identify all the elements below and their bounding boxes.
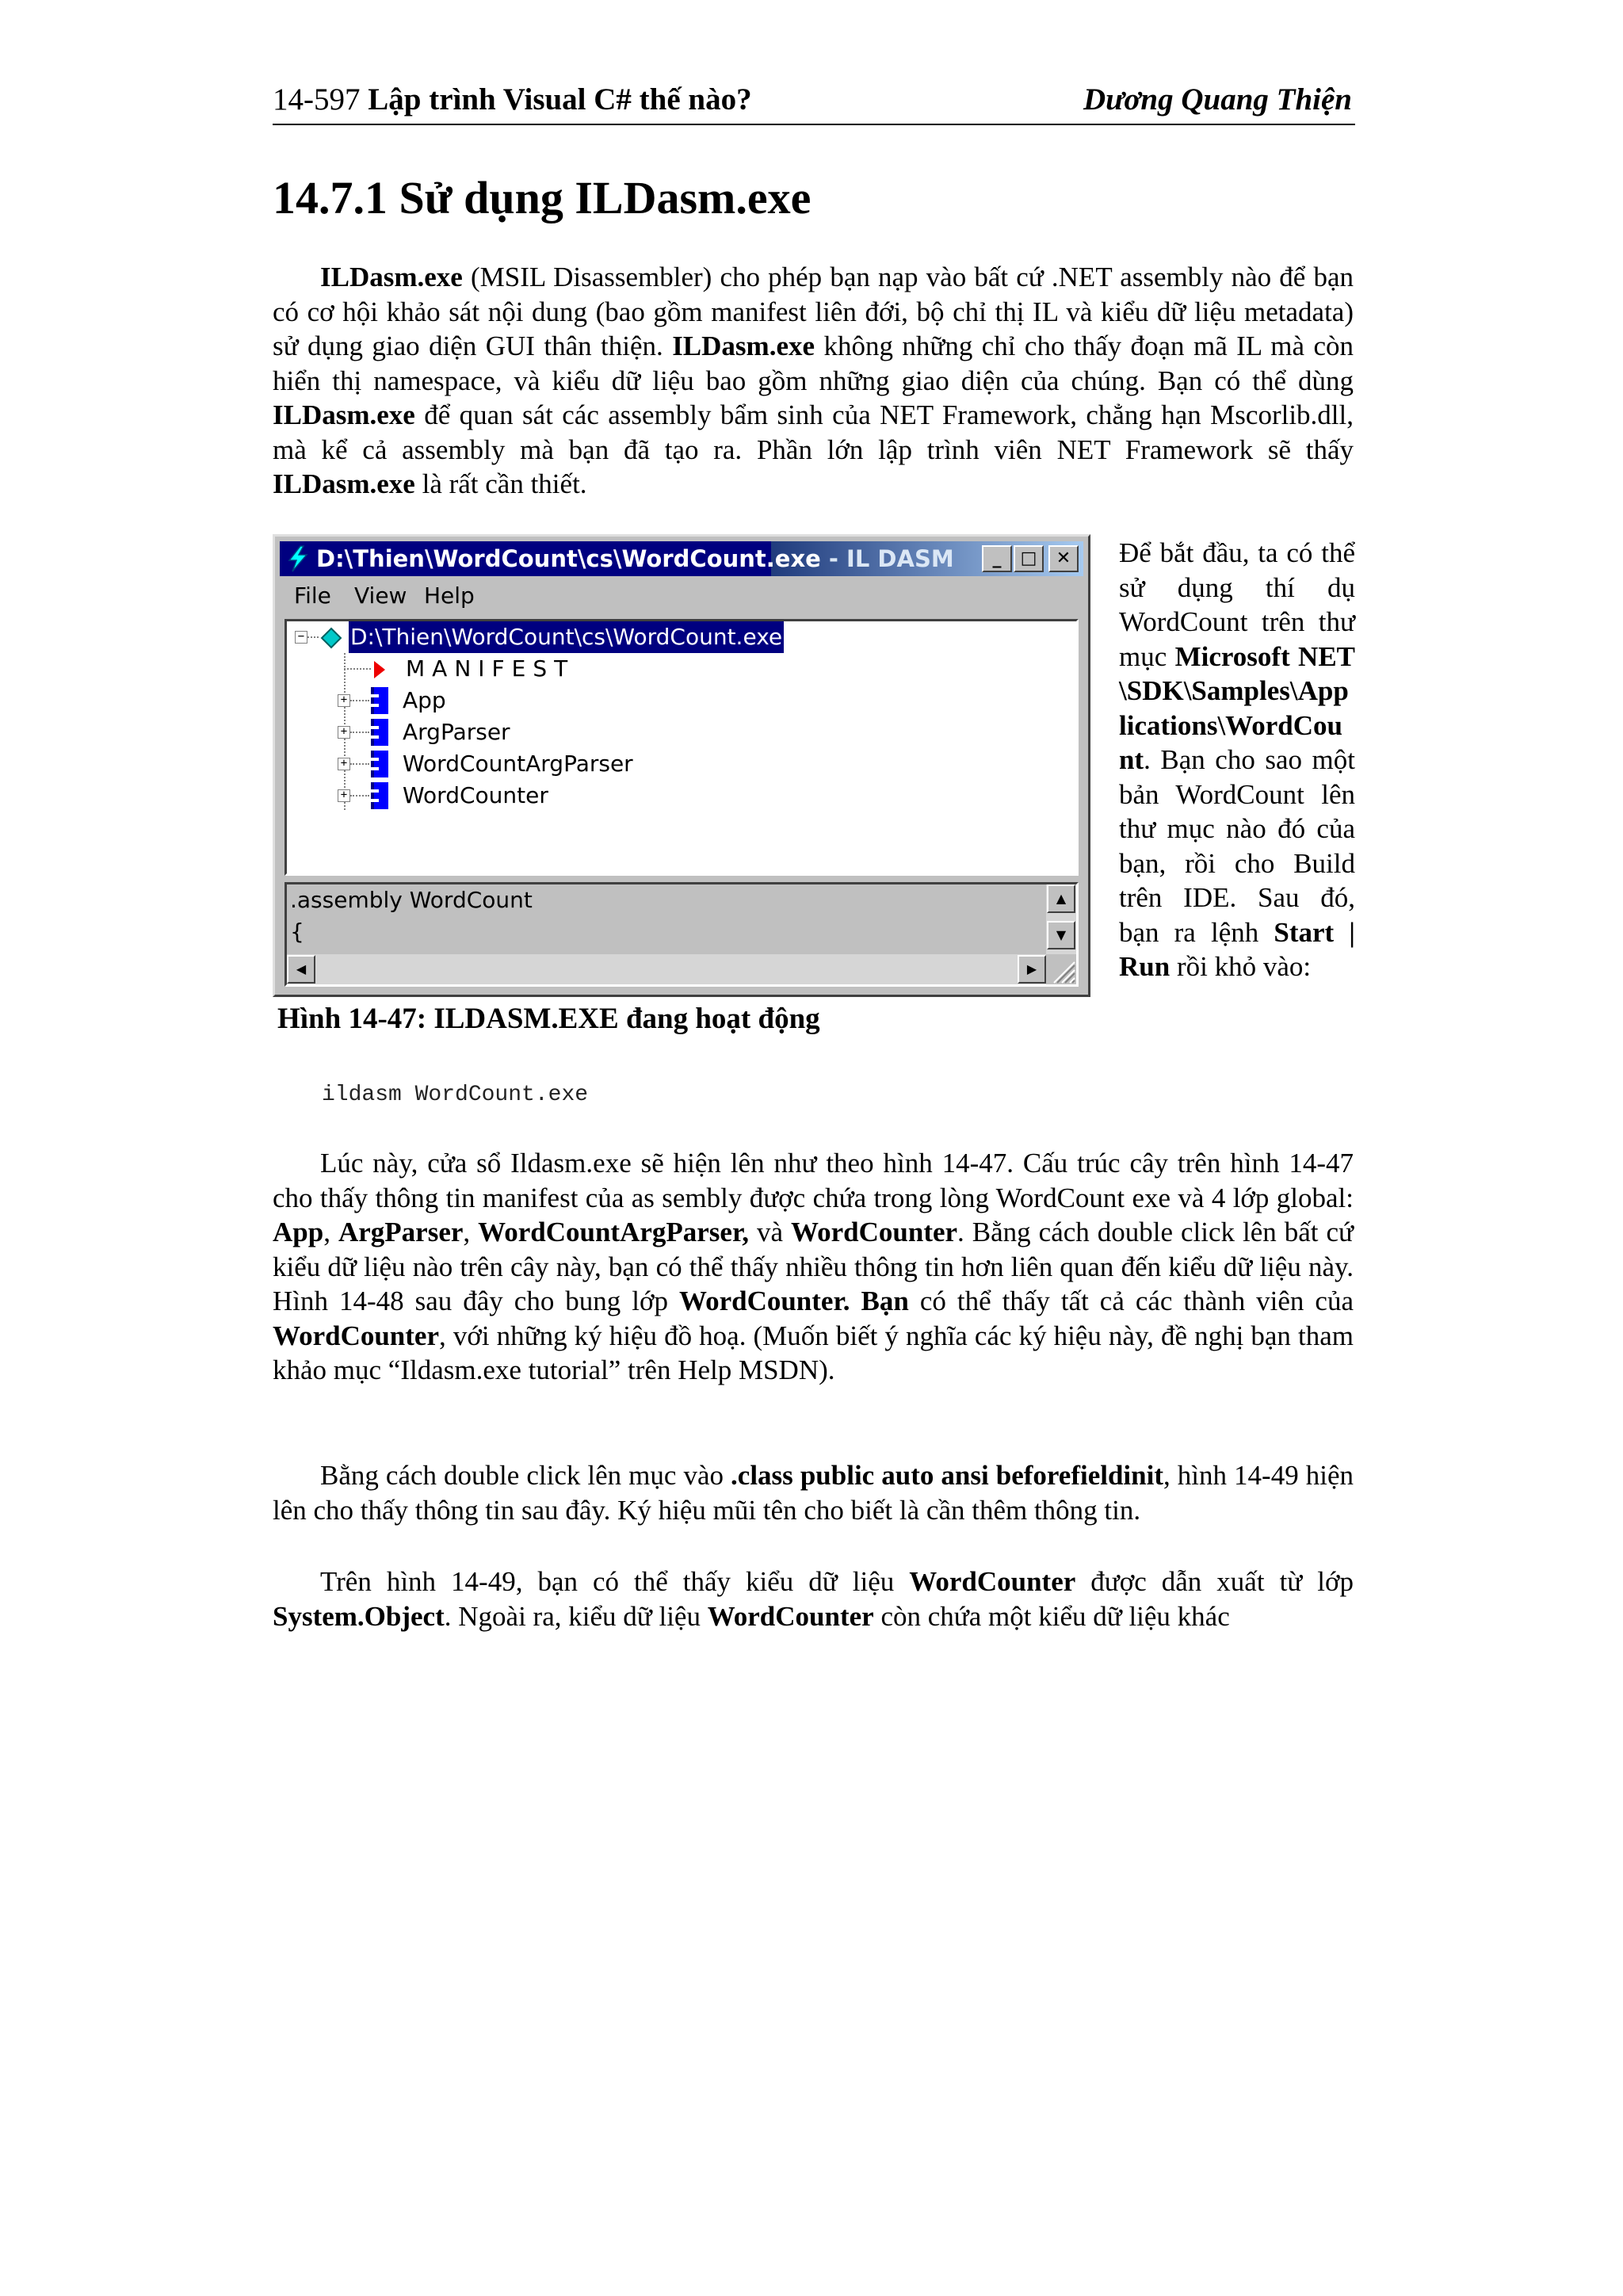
expand-icon[interactable]: +	[338, 789, 350, 802]
scroll-left-icon[interactable]: ◀	[287, 955, 315, 984]
bold-term: .class public auto ansi beforefieldinit	[731, 1460, 1164, 1491]
expand-icon[interactable]: +	[338, 726, 350, 739]
text-run: , hình 14-49 hiện lên cho thấy thông tin sau đây. Ký hiệu mũi tên cho biết là cần thêm thông tin.	[273, 1460, 1354, 1526]
text-run: . Ngoài ra, kiểu dữ liệu	[444, 1600, 708, 1632]
menu-view[interactable]: View	[354, 583, 407, 609]
text-run: Trên hình 14-49, bạn có thể thấy kiểu dữ liệu	[320, 1566, 910, 1597]
window-title	[316, 541, 954, 576]
window-title-path: D:\Thien\WordCount\cs\WordCount.exe	[316, 545, 821, 572]
class-icon	[371, 687, 388, 714]
tree-connector	[307, 636, 319, 638]
page-header	[273, 76, 1355, 125]
tree-view[interactable]	[285, 619, 1079, 876]
horizontal-scrollbar[interactable]	[287, 954, 1046, 984]
bold-term: WordCounter	[707, 1600, 874, 1632]
resize-grip-icon[interactable]	[1046, 954, 1076, 984]
lightning-icon	[286, 545, 310, 572]
bold-term: ILDasm.exe	[672, 330, 815, 361]
text-run: Để bắt đầu, ta có thể sử dụng thí dụ WordCount trên thư mục	[1119, 537, 1355, 672]
bold-term: WordCountArgParser,	[478, 1217, 750, 1247]
class-icon	[371, 782, 388, 809]
tree-class-label: ArgParser	[403, 719, 510, 745]
menu-bar	[280, 578, 1083, 614]
paragraph-intro	[273, 260, 1354, 502]
tree-class-label: App	[403, 687, 446, 713]
ildasm-window-figure	[273, 534, 1090, 997]
tree-connector	[344, 668, 371, 670]
text-run: Bằng cách double click lên mục vào	[320, 1460, 731, 1491]
book-title: Lập trình Visual C# thế nào?	[368, 82, 752, 117]
expand-icon[interactable]: +	[338, 758, 350, 770]
text-run: rồi khỏ vào:	[1170, 951, 1312, 982]
tree-connector	[350, 700, 369, 701]
collapse-icon[interactable]: −	[295, 631, 307, 644]
maximize-button[interactable]: □	[1014, 545, 1044, 572]
bold-term: ILDasm.exe	[320, 262, 463, 292]
tree-class-label: WordCountArgParser	[403, 751, 633, 777]
code-line: {	[290, 919, 304, 945]
text-run: . Bằng cách double click lên bất cứ kiểu dữ liệu nào trên cây này, bạn có thể thấy nhiều thông tin hơn liên quan đến kiểu dữ liệu này. Hình 14-48 sau đây cho bung lớp	[273, 1217, 1354, 1316]
text-run: , với những ký hiệu đồ hoạ. (Muốn biết ý nghĩa các ký hiệu này, đề nghị bạn tham khảo mục “Ildasm.exe tutorial” trên Help MSDN).	[273, 1320, 1354, 1385]
menu-help[interactable]: Help	[424, 583, 475, 609]
bold-term: App	[273, 1217, 324, 1247]
menu-file[interactable]: File	[294, 583, 331, 609]
paragraph-double-click	[273, 1458, 1354, 1527]
bold-term: ILDasm.exe	[273, 399, 415, 430]
scroll-up-icon[interactable]: ▲	[1047, 884, 1075, 913]
text-run: ,	[463, 1217, 479, 1247]
tree-class-label: WordCounter	[403, 782, 548, 808]
tree-root-row[interactable]	[287, 621, 1076, 653]
tree-class-row[interactable]	[287, 685, 1076, 716]
text-run: và	[749, 1217, 792, 1247]
text-run: để quan sát các assembly bẩm sinh của NET Framework, chẳng hạn Mscorlib.dll, mà kể cả assembly mà bạn đã tạo ra. Phần lớn lập trình viên NET Framework sẽ thấy	[273, 399, 1354, 465]
bold-term: Microsoft NET\SDK\Samples\Applications\WordCount	[1119, 640, 1356, 775]
text-run: Lúc này, cửa sổ Ildasm.exe sẽ hiện lên như theo hình 14-47. Cấu trúc cây trên hình 14-47 cho thấy thông tin manifest của as sembly được chứa trong lòng WordCount exe và 4 lớp global:	[273, 1148, 1354, 1213]
bold-term: ArgParser	[338, 1217, 464, 1247]
page-number: 14-597	[273, 82, 361, 117]
bold-term: WordCounter. Bạn	[679, 1286, 909, 1316]
bold-term: System.Object	[273, 1600, 445, 1632]
vertical-scrollbar[interactable]	[1046, 884, 1076, 954]
minimize-button[interactable]: _	[982, 545, 1012, 572]
class-icon	[371, 719, 388, 746]
command-example: ildasm WordCount.exe	[322, 1083, 589, 1107]
tree-connector	[350, 732, 369, 733]
tree-manifest-row[interactable]	[287, 653, 1076, 685]
section-title: 14.7.1 Sử dụng ILDasm.exe	[273, 172, 812, 223]
scroll-right-icon[interactable]: ▶	[1018, 955, 1046, 984]
tree-class-row[interactable]	[287, 716, 1076, 748]
text-run: có thể thấy tất cả các thành viên của	[908, 1286, 1354, 1316]
text-run: được dẫn xuất từ lớp	[1075, 1566, 1354, 1597]
close-button[interactable]: ✕	[1048, 545, 1079, 572]
bold-term: WordCounter	[273, 1320, 439, 1351]
tree-class-row[interactable]	[287, 748, 1076, 780]
author-name: Dương Quang Thiện	[1083, 82, 1352, 117]
scroll-down-icon[interactable]: ▼	[1047, 921, 1075, 949]
window-title-app: - IL DASM	[820, 545, 954, 572]
expand-icon[interactable]: +	[338, 694, 350, 707]
tree-root-label: D:\Thien\WordCount\cs\WordCount.exe	[349, 621, 784, 653]
code-pane[interactable]	[285, 882, 1079, 987]
tree-manifest-label: MANIFEST	[406, 655, 575, 682]
paragraph-figure-49	[273, 1564, 1354, 1633]
tree-class-row[interactable]	[287, 780, 1076, 812]
title-bar[interactable]	[280, 541, 1083, 576]
bold-term: Start | Run	[1119, 916, 1355, 982]
header-left	[273, 76, 752, 124]
tree-connector	[350, 795, 369, 797]
side-paragraph	[1119, 536, 1355, 984]
text-run: còn chứa một kiểu dữ liệu khác	[873, 1600, 1230, 1632]
bold-term: WordCounter	[909, 1566, 1076, 1597]
text-run: (MSIL Disassembler) cho phép bạn nạp vào bất cứ .NET assembly nào để bạn có cơ hội khảo sát nội dung (bao gồm manifest liên đới, bộ chỉ thị IL và kiểu dữ liệu metadata) sử dụng giao diện GUI thân thiện.	[273, 262, 1354, 361]
red-arrow-icon	[372, 659, 387, 680]
text-run: là rất cần thiết.	[414, 468, 587, 499]
text-run: . Bạn cho sao một bản WordCount lên thư mục nào đó của bạn, rồi cho Build trên IDE. Sau đó, bạn ra lệnh	[1119, 744, 1355, 948]
tree-connector	[350, 763, 369, 765]
bold-term: ILDasm.exe	[273, 468, 415, 499]
text-run: ,	[323, 1217, 338, 1247]
code-line: .assembly WordCount	[290, 887, 533, 913]
diamond-icon	[320, 627, 342, 649]
paragraph-tree-structure	[273, 1146, 1354, 1388]
class-icon	[371, 751, 388, 777]
bold-term: WordCounter	[791, 1217, 958, 1247]
figure-caption: Hình 14-47: ILDASM.EXE đang hoạt động	[277, 1003, 820, 1035]
text-run: không những chỉ cho thấy đoạn mã IL mà còn hiển thị namespace, và kiểu dữ liệu bao gồm những giao diện của chúng. Bạn có thể dùng	[273, 330, 1354, 396]
